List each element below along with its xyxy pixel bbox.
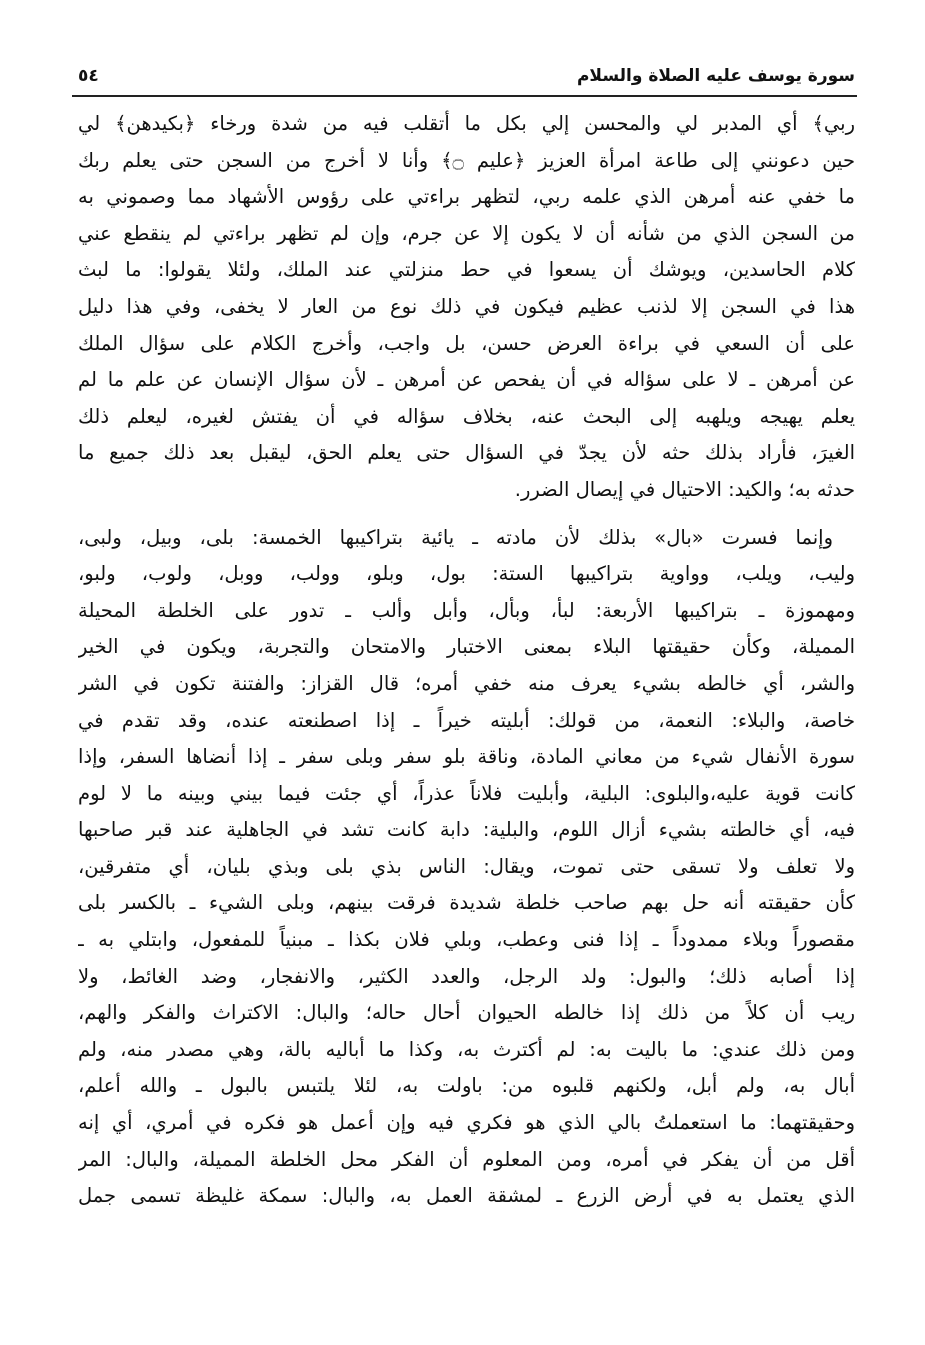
text-line: فيه، أي خالطته بشيء أزال اللوم، والبلية: دابة كانت تشد في الجاهلية عند قبر صاحبها (78, 818, 855, 842)
text-line: من السجن الذي من شأنه أن لا يكون إلا عن جرم، وإن لم تظهر براءتي لم ينقطع عني (78, 221, 855, 245)
paragraph-gap (78, 509, 855, 520)
page-body (78, 106, 855, 1215)
text-line: حدثه به؛ والكيد: الاحتيال في إيصال الضرر. (514, 477, 855, 501)
text-line: ربي﴾ أي المدبر لي والمحسن إلي بكل ما أتقلب فيه من شدة ورخاء ﴿بكيدهن﴾ لي (78, 112, 855, 135)
text-line: ولا تعلف ولا تسقى حتى تموت، ويقال: الناس بذي بلى وبذي بليان، أي متفرقين، (78, 854, 855, 878)
running-header (78, 62, 855, 90)
text-line: إذا أصابه ذلك؛ والبول: ولد الرجل، والعدد الكثير، والانفجار، وضد الغائط، ولا (78, 964, 855, 988)
text-line: حين دعونني إلى طاعة امرأة العزيز ﴿عليم ۝﴾ وأنا لا أخرج من السجن حتى يعلم ربك (78, 148, 855, 172)
text-line: المميلة، وكأن حقيقتها البلاء بمعنى الاختبار والامتحان والتجربة، ويكون في الخير (78, 635, 855, 659)
text-line: ومهموزة ـ بتراكيبها الأربعة: لبأ، وبأل، وأبل وألب ـ تدور على الخلطة المحيلة (78, 598, 855, 622)
text-line: ومن ذلك عندي: ما باليت به: لم أكترث به، وكذا ما أباليه بالة، وهي مصدر منه، ولم (78, 1037, 855, 1061)
text-line: أقل من أن يفكر في أمره، ومن المعلوم أن الفكر محل الخلطة المميلة، والبال: المر (78, 1147, 855, 1171)
text-line: هذا في السجن إلا لذنب عظيم فيكون في ذلك نوع من العار لا يخفى، وفي هذا دليل (78, 294, 855, 318)
text-line: والشر، أي خالطه بشيء يعرف منه خفي أمره؛ قال القزاز: والفتنة تكون في الشر (78, 671, 855, 695)
text-line: أبال به، ولم أبل، ولكنهم قلبوه من: باولت به، لئلا يلتبس بالبول ـ والله أعلم، (78, 1074, 855, 1098)
text-line: سورة الأنفال شيء من معاني المادة، وناقة بلو سفر وبلى سفر ـ إذا أنضاها السفر، وإذا (78, 745, 855, 769)
header-rule (72, 95, 857, 97)
running-title: سورة يوسف عليه الصلاة والسلام (576, 66, 855, 86)
text-line: وليب، ويلب، وواوية بتراكيبها الستة: بول، وبلو، وولب، ووبل، ولوب، ولبو، (78, 562, 855, 586)
page-number: ٥٤ (78, 66, 99, 86)
text-line: الغيرَ، فأراد بذلك حثه لأن يجدّ في السؤال حتى يعلم الحق، ليقبل بعد ذلك جميع ما (78, 441, 855, 465)
text-line: وإنما فسرت «بال» بذلك لأن مادته ـ يائية بتراكيبها الخمسة: بلى، وبيل، ولبى، (78, 525, 833, 549)
paragraph (78, 520, 855, 1215)
text-line: يعلم يهيجه ويلهبه إلى البحث عنه، بخلاف سؤاله في أن يفتش لغيره، ليعلم ذلك (78, 404, 855, 428)
text-line: الذي يعتمل به في أرض الزرع ـ لمشقة العمل به، والبال: سمكة غليظة تسمى جمل (78, 1184, 855, 1208)
text-line: ما خفي عنه أمرهن الذي علمه ربي، لتظهر براءتي على رؤوس الأشهاد مما وصموني به (78, 185, 855, 209)
text-line: على أن السعي في براءة العرض حسن، بل واجب، وأخرج الكلام على سؤال الملك (78, 331, 855, 355)
text-line: كأن حقيقته أنه حل بهم صاحب خلطة شديدة فرقت بينهم، وبلى الشيء ـ بالكسر بلى (78, 891, 855, 915)
text-line: خاصة، والبلاء: النعمة، من قولك: أبليته خيراً ـ إذا اصطنعته عنده، وقد تقدم في (78, 708, 855, 732)
text-line: كلام الحاسدين، ويوشك أن يسعوا في حط منزلتي عند الملك، ولئلا يقولوا: ما لبث (78, 258, 855, 282)
paragraph (78, 106, 855, 509)
text-line: مقصوراً وبلاء ممدوداً ـ إذا فنى وعطب، وبلي فلان بكذا ـ مبنياً للمفعول، وابتلي به ـ (78, 928, 855, 952)
text-line: عن أمرهن ـ لا على سؤاله في أن يفحص عن أمرهن ـ لأن سؤال الإنسان عن علم ما لم (78, 368, 855, 392)
text-line: ريب أن كلاً من ذلك إذا خالطه الحيوان أحال حاله؛ والبال: الاكتراث والفكر والهم، (78, 1001, 855, 1025)
text-line: وحقيقتهما: ما استعملتُ بالي الذي هو فكري فيه وإن أعمل هو فكره في أمري، أي إنه (78, 1111, 855, 1135)
text-line: كانت قوية عليه،والبلوى: البلية، وأبليت فلاناً عذراً، أي جئت فيما بيني وبينه ما لا لوم (78, 781, 855, 805)
